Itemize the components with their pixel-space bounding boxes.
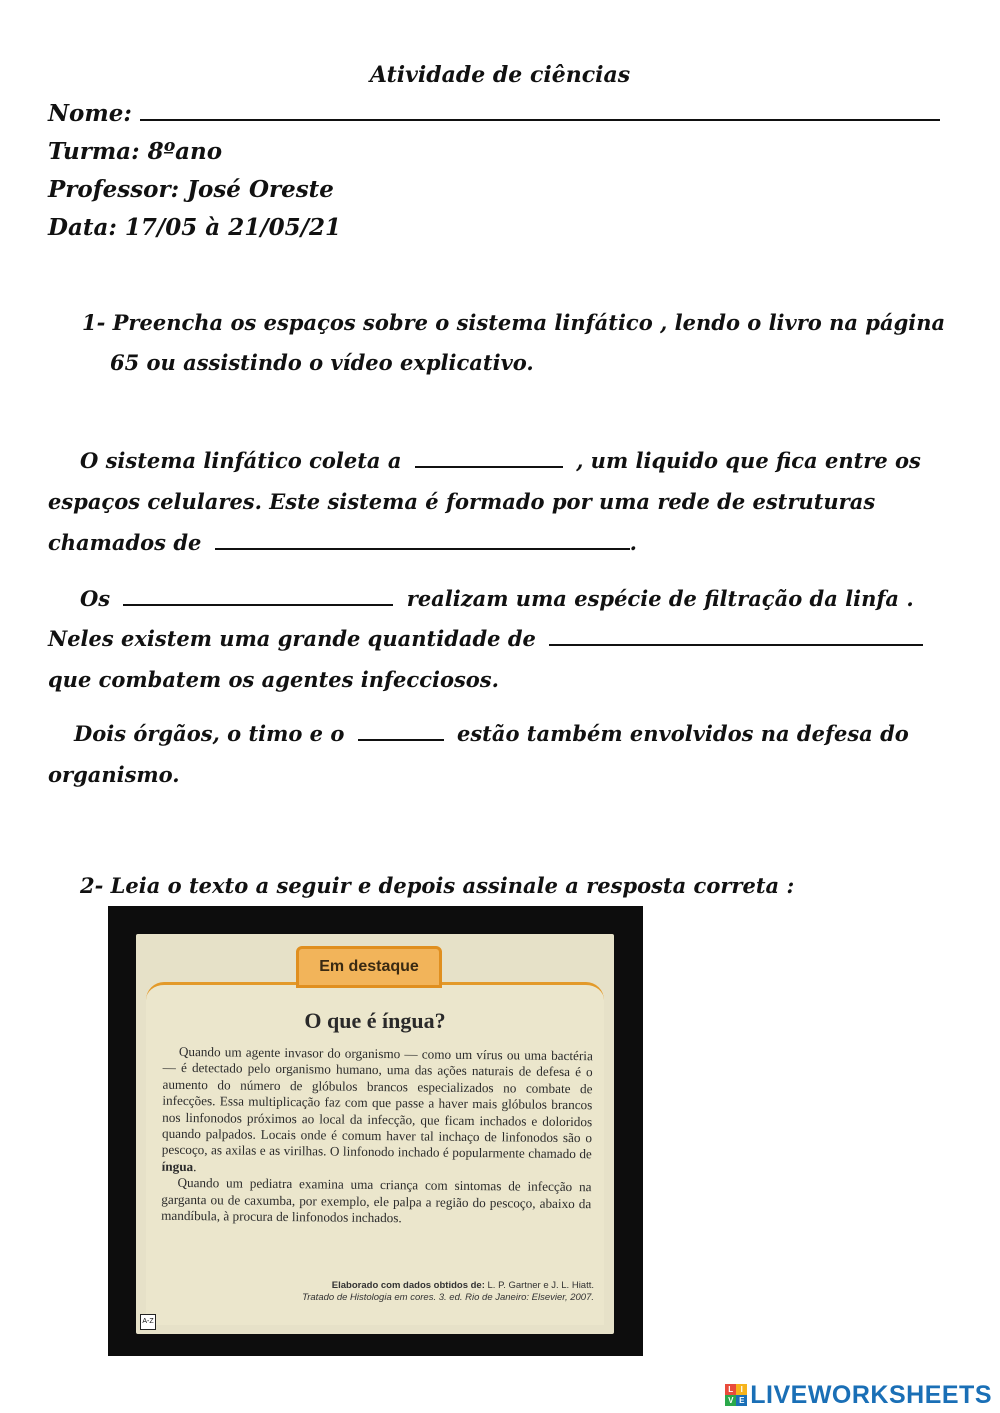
book-page (136, 934, 614, 1334)
blank-vasos[interactable] (215, 547, 630, 550)
blank-linfonodos[interactable] (123, 603, 393, 606)
q1-text: . (629, 530, 637, 555)
q1-text: , um liquido que fica entre os (576, 448, 921, 473)
liveworksheets-watermark (725, 1381, 992, 1409)
date-line: Data: 17/05 à 21/05/21 (48, 214, 342, 241)
credit-rest: . 3. ed. Rio de Janeiro: Elsevier, 2007. (433, 1292, 594, 1303)
name-underline (140, 118, 940, 121)
question1-line2: 65 ou assistindo o vídeo explicativo. (110, 350, 534, 375)
blank-globulos[interactable] (549, 643, 923, 646)
article-title: O que é íngua? (304, 1008, 446, 1033)
q1-text: O sistema linfático coleta a (80, 448, 402, 473)
credit-label: Elaborado com dados obtidos de: (331, 1280, 485, 1291)
watermark-text: LIVEWORKSHEETS (750, 1380, 992, 1409)
q1-text: realizam uma espécie de filtração da linfa . (406, 586, 914, 611)
question2-line1: 2- Leia o texto a seguir e depois assinale a resposta correta : (80, 873, 795, 898)
q1-paragraph3-line1 (74, 721, 909, 746)
liveworksheets-logo-icon: L I V E (725, 1384, 747, 1406)
book-excerpt-photo (108, 906, 643, 1356)
article-body (161, 1044, 593, 1229)
q1-paragraph2-line3: que combatem os agentes infecciosos. (48, 667, 499, 692)
name-field (48, 100, 940, 127)
teacher-line: Professor: José Oreste (48, 176, 334, 203)
article-paragraph: Quando um pediatra examina uma criança com sintomas de infecção na garganta ou de caxumba, por exemplo, ele palpa a região do pescoço, abaixo da mandíbula, à procura de linfonodos inchados. (161, 1175, 592, 1226)
q1-paragraph3-line2: organismo. (48, 762, 180, 787)
q1-text: Dois órgãos, o timo e o (74, 721, 345, 746)
credit-authors: L. P. Gartner e J. L. Hiatt. (484, 1280, 594, 1291)
q1-paragraph1-line3 (48, 530, 637, 555)
article-bold-term: íngua (161, 1158, 194, 1174)
q1-paragraph2-line2 (48, 626, 929, 651)
q1-text: estão também envolvidos na defesa do (456, 721, 909, 746)
blank-linfa[interactable] (415, 465, 563, 468)
article-paragraph (162, 1044, 593, 1180)
article-text: . (193, 1158, 197, 1174)
q1-paragraph1-line1 (80, 448, 921, 473)
worksheet-title: Atividade de ciências (369, 62, 631, 88)
q1-paragraph2-line1 (80, 586, 914, 611)
q1-text: Neles existem uma grande quantidade de (48, 626, 536, 651)
question1-line1: 1- Preencha os espaços sobre o sistema linfático , lendo o livro na página (82, 310, 946, 335)
blank-baco[interactable] (358, 738, 444, 741)
class-line: Turma: 8ºano (48, 138, 223, 165)
name-label: Nome: (48, 100, 132, 127)
q1-text: Os (80, 586, 111, 611)
glossary-icon: A-Z (140, 1314, 156, 1330)
credit-book: Tratado de Histologia em cores (302, 1292, 434, 1303)
q1-paragraph1-line2: espaços celulares. Este sistema é formado por uma rede de estruturas (48, 489, 876, 514)
q1-text: chamados de (48, 530, 202, 555)
article-credit (174, 1280, 594, 1304)
article-text: Quando um agente invasor do organismo — como um vírus ou uma bactéria — é detectado pelo organismo humano, uma das ações naturais de defesa é o aumento do número de glóbulos brancos especializados no combate de infecções. Essa multiplicação faz com que passe a haver mais glóbulos brancos nos linfonodos próximos ao local da infecção, que ficam inchados e doloridos quando palpados. Locais onde é comum haver tal inchaço de linfonodos são o pescoço, as axilas e as virilhas. O linfonodo inchado é popularmente chamado de (161, 1043, 593, 1162)
em-destaque-tag: Em destaque (296, 946, 442, 988)
